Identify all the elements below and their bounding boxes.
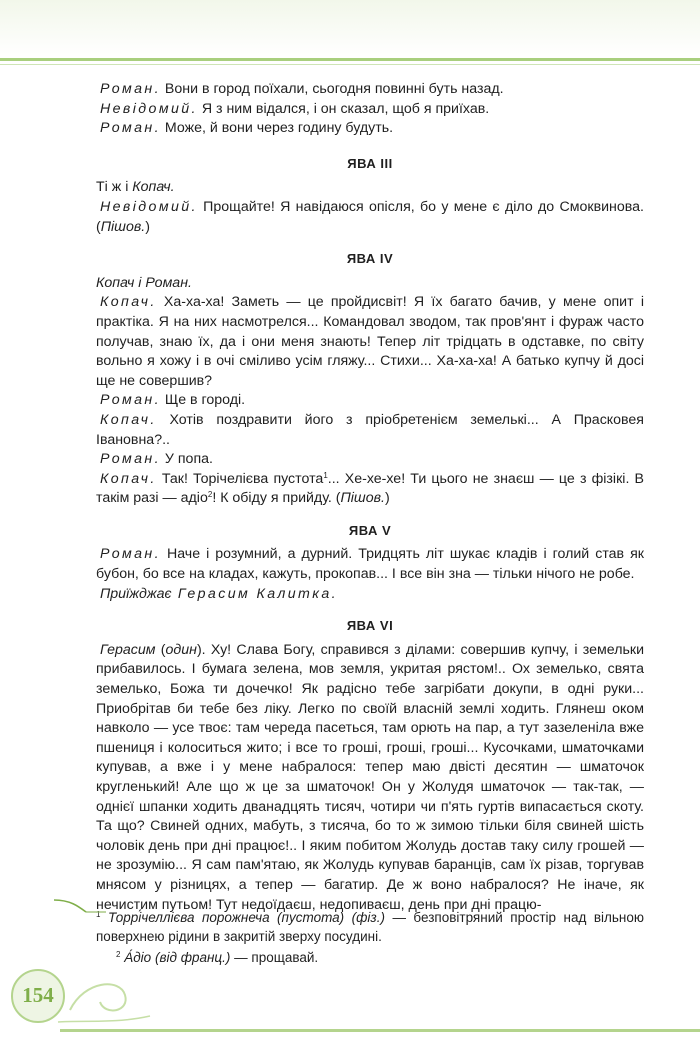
dialogue-text: У попа. [160,451,213,468]
dialogue-text: Вони в город поїхали, сьогодня повинні буть назад. [160,81,504,97]
dialogue-line: Герасим (один). Ху! Слава Богу, справився з ділами: совершив купчу, і земельки прибавилось. І бумага зелена, мов земля, укритая рястом!.. Ох земелько, свята земелько, Божа ти дочечко! Як радісно тебе загрібати докупи, в одні руки... Приобрітав би тебе без ліку. Легко по своїй власній землі ходить. Глянеш оком навколо — усе твоє: там череда пасеться, там орють на пар, а тут зазеленіла вже пшениця і колоситься жито; і все то гроші, гроші, гроші... Кусочками, шматочками купував, а вже і у мене набралося: тепер маю двісті десятин — шматочок кругленький! Але що ж це за шматочок! Он у Жолудя шматочок — так-так, — однієї шпанки ходить дванадцять тисяч, чотири чи п'ять гуртів випасається скоту. Та що? Свиней одних, мабуть, з тисяча, бо то ж зимою тільки біля свиней шість чоловік день при дні працює!.. І яким побитом Жолудь достав таку силу грошей — не зрозумію... Я сам пам'ятаю, як Жолудь купував баранців, сам їх різав, торгував мнясом у різницях, а тепер — багатир. Де ж воно набралося? Не іначе, як нечистим путьом! Тут недоїдаєш, недопиваєш, день при дні працю- [96,641,644,913]
speaker-name: Копач. [100,294,157,311]
scene-heading: ЯВА V [348,522,392,538]
dialogue-line [96,198,644,237]
speaker-name: Невідомий. [100,198,198,215]
dialogue-text: ! К обіду я прийду. ( [212,490,341,507]
speaker-name: Роман. [100,81,161,97]
dialogue-text: Ху! Слава Богу, справився з ділами: совершив купчу, і земельки прибавилось. І бумага зелена, мов земля, укритая рястом!.. Ох земелько, свята земелько, Божа ти дочечко! Як радісно тебе загрібати докупи, в одні руки... Приобрітав би тебе без ліку. Легко по своїй власній землі ходить. Глянеш оком навколо — усе твоє: там череда пасеться, там орють на пар, а тут зазеленіла вже пшениця і колоситься жито; і все то гроші, гроші, гроші... Кусочками, шматочками купував, а вже і у мене набралося: тепер маю двісті десятин — шматочок кругленький! Але що ж це за шматочок! Он у Жолудя шматочок — так-так, — однієї шпанки ходить дванадцять тисяч, чотири чи п'ять гуртів випасається скоту. Та що? Свиней одних, мабуть, з тисяча, бо то ж зимою тільки біля свиней шість чоловік день при дні працює!.. І яким побитом Жолудь достав таку силу грошей — не зрозумію... Я сам пам'ятаю, як Жолудь купував баранців, сам їх різав, торгував мнясом у різницях, а тепер — багатир. Де ж воно набралося? Не іначе, як нечистим путьом! Тут недоїдаєш, недопиваєш, день при дні працю- [96,641,644,913]
dialogue-text: Ха-ха-ха! Заметь — це пройдисвіт! Я їх багато бачив, у мене опит і практіка. Я на них насмотрелся... Командовал зводом, так пров'янт і фураж часто получав, знаю їх, да і они меня знають! Тепер літ трідцать в одставке, по світу вольно я хожу і в очі сміливо усім гляжу... Стихи... Ха-ха-ха! А батько купчу й досі ще не совершив? [96,294,644,389]
speaker-name: Роман. [100,392,161,409]
footnote-marker: 2 [207,490,213,500]
header-band [0,0,700,55]
footnote-text: — безповітряний простір над вільною поверхнею рідини в закритій зверху посудині. [96,910,644,944]
dialogue-line [96,470,644,509]
dialogue-text: Наче і розумний, а дурний. Тридцять літ шукає кладів і голий став як бубон, бо все на кладах, кажуть, прокопав... І все він зна — тільки нічого не робе. [96,546,644,583]
scene-heading: ЯВА VI [346,618,394,634]
dialogue-line [96,80,644,100]
dialogue-text: Може, й вони через годину будуть. [160,120,394,137]
speaker-name: Роман. [100,546,161,563]
dialogue-line [96,293,644,391]
dialogue-text: Ще в городі. [160,392,246,409]
dialogue-line [96,450,644,470]
stage-remark: Пішов. [100,218,146,235]
footnote [96,908,644,946]
dialogue-text-end: ) [384,490,390,507]
footnote [96,948,644,967]
speaker-name: Невідомий. [100,100,198,117]
play-text [96,80,644,915]
stage-remark: Пішов. [340,490,385,507]
footnotes [96,908,644,967]
header-rule-thin [0,64,700,65]
stage-direction [96,178,644,198]
footnote-number: 2 [116,950,121,959]
page-number: 154 [22,983,54,1007]
dialogue-line [96,100,644,120]
stage-remark: один [165,641,197,658]
dialogue-line [96,119,644,139]
speaker-name: Копач. [100,411,157,428]
dialogue-text: Так! Торічелієва пустота [156,470,324,487]
stage-text-italic: Копач. [132,179,175,196]
scene-heading: ЯВА IV [346,251,394,267]
footnote-number: 1 [96,910,101,919]
speaker-name: Роман. [100,120,161,137]
dialogue-line [96,411,644,450]
character-name-spaced: Герасим Калитка. [171,585,338,602]
dialogue-text: Хотів поздравити його з пріобретенієм земелькі... А Прасковея Івановна?.. [96,411,644,448]
stage-direction: Копач і Роман. [96,274,192,291]
speaker-name: Роман. [100,451,161,468]
scene-heading: ЯВА III [347,155,393,171]
stage-text-italic: Приїжджає [100,585,172,602]
dialogue-text: ... Хе-хе-хе! Ти цього не знаєш — це з фізікі. В такім разі — адіо [96,470,644,507]
stage-direction [96,585,644,605]
footnote-marker: 1 [323,470,328,480]
dialogue-text: Я з ним відался, і он сказал, щоб я приїхав. [197,100,490,117]
dialogue-line [96,545,644,584]
dialogue-text-end: ) [145,218,150,235]
dialogue-line [96,391,644,411]
header-rule [0,58,700,61]
footnote-term: Торрі́челлієва порожнеча (пустота) (фіз.) [107,910,385,925]
footnote-curve-icon [52,896,108,926]
speaker-name: Копач. [100,470,157,487]
footer-rule [60,1029,700,1032]
footnote-term: А́діо (від франц.) [124,950,231,965]
footnote-text: — прощавай. [230,950,319,965]
speaker-name: Герасим [100,641,156,658]
dialogue-text: Прощайте! Я навідаюся опісля, бо у мене є діло до Смоквинова. ( [96,198,644,235]
stage-text: Ті ж і [96,179,133,196]
